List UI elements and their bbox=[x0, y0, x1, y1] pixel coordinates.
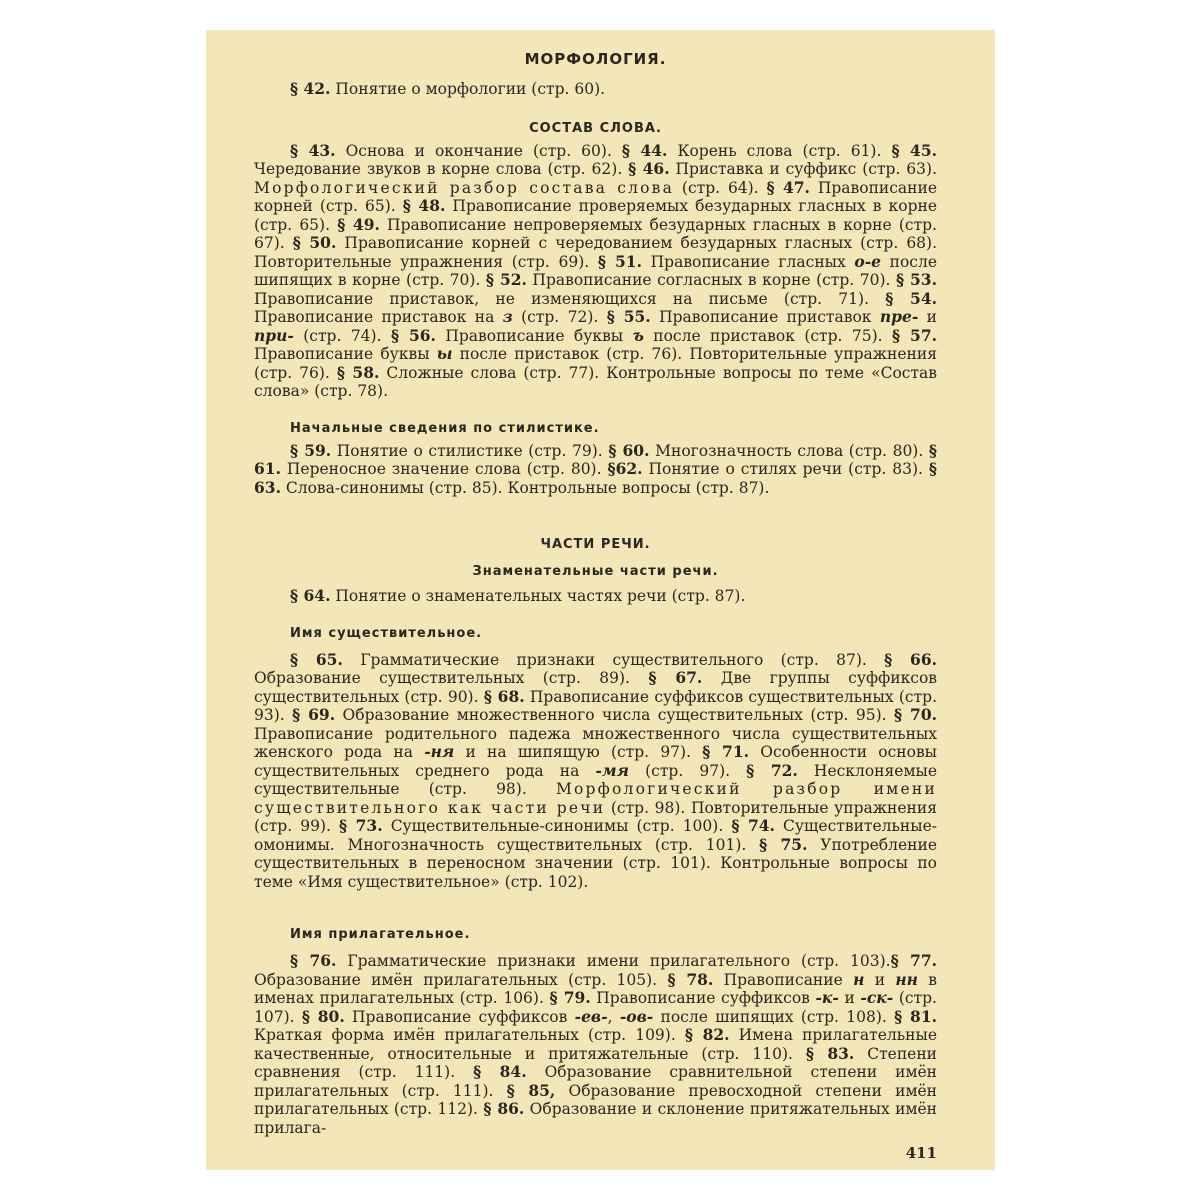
subheading-significant-parts: Знаменательные части речи. bbox=[472, 564, 719, 579]
subheading-adjective: Имя прилагательное. bbox=[290, 927, 471, 942]
section-heading-word-composition: СОСТАВ СЛОВА. bbox=[529, 120, 662, 136]
subheading-noun: Имя существительное. bbox=[290, 625, 483, 641]
subheading-stylistics: Начальные сведения по стилистике. bbox=[290, 420, 600, 436]
spaced-term: Морфологический разбор состава слова bbox=[254, 178, 675, 197]
paragraph-42: § 42. Понятие о морфологии (стр. 60). bbox=[290, 79, 606, 98]
section-heading-morphology: МОРФОЛОГИЯ. bbox=[524, 50, 667, 68]
book-page bbox=[206, 30, 995, 1170]
paragraph-43-58: § 43. Основа и окончание (стр. 60). § 44. Корень слова (стр. 61). § 45. Чередование звуков в корне слова (стр. 62). § 46. Приставка и суффикс (стр. 63). Морфологический разбор состава слова (стр. 64). § 47. Правописание корней (стр. 65). § 48. Правописание проверяемых безударных гласных в корне (стр. 65). § 49. Правописание непроверяемых безударных гласных в корне (стр. 67). § 50. Правописание корней с чередованием безударных гласных (стр. 68). Повторительные упражнения (стр. 69). § 51. Правописание гласных о-е после шипящих в корне (стр. 70). § 52. Правописание согласных в корне (стр. 70). § 53. Правописание приставок, не изменяющихся на письме (стр. 71). § 54. Правописание приставок на з (стр. 72). § 55. Правописание приставок пре- и при- (стр. 74). § 56. Правописание буквы ъ после приставок (стр. 75). § 57. Правописание буквы ы после приставок (стр. 76). Повторительные упражнения (стр. 76). § 58. Сложные слова (стр. 77). Контрольные вопросы по теме «Состав слова» (стр. 78). bbox=[254, 140, 938, 400]
paragraph-65-75: § 65. Грамматические признаки существительного (стр. 87). § 66. Образование существительных (стр. 89). § 67. Две группы суффиксов существительных (стр. 90). § 68. Правописание суффиксов существительных (стр. 93). § 69. Образование множественного числа существительных (стр. 95). § 70. Правописание родительного падежа множественного числа существительных женского рода на -ня и на шипящую (стр. 97). § 71. Особенности основы существительных среднего рода на -мя (стр. 97). § 72. Несклоняемые существительные (стр. 98). Морфологический разбор имени существительного как части речи (стр. 98). Повторительные упражнения (стр. 99). § 73. Существительные-синонимы (стр. 100). § 74. Существительные-омонимы. Многозначность существительных (стр. 101). § 75. Употребление существительных в переносном значении (стр. 101). Контрольные вопросы по теме «Имя существительное» (стр. 102). bbox=[254, 649, 938, 891]
section-heading-parts-of-speech: ЧАСТИ РЕЧИ. bbox=[540, 537, 651, 552]
spaced-term: Морфологический разбор имени существительного как части речи bbox=[254, 780, 937, 817]
paragraph-64: § 64. Понятие о знаменательных частях речи (стр. 87). bbox=[290, 586, 746, 605]
paragraph-59-63: § 59. Понятие о стилистике (стр. 79). § 60. Многозначность слова (стр. 80). § 61. Переносное значение слова (стр. 80). §62. Понятие о стилях речи (стр. 83). § 63. Слова-синонимы (стр. 85). Контрольные вопросы (стр. 87). bbox=[254, 440, 938, 497]
page-number: 411 bbox=[905, 1144, 937, 1162]
section-number: § 42. bbox=[290, 79, 331, 98]
paragraph-76-86: § 76. Грамматические признаки имени прилагательного (стр. 103).§ 77. Образование имён прилагательных (стр. 105). § 78. Правописание н и нн в именах прилагательных (стр. 106). § 79. Правописание суффиксов -к- и -ск- (стр. 107). § 80. Правописание суффиксов -ев-, -ов- после шипящих (стр. 108). § 81. Краткая форма имён прилагательных (стр. 109). § 82. Имена прилагательные качественные, относительные и притяжательные (стр. 110). § 83. Степени сравнения (стр. 111). § 84. Образование сравнительной степени имён прилагательных (стр. 111). § 85, Образование превосходной степени имён прилагательных (стр. 112). § 86. Образование и склонение притяжательных имён прилага- bbox=[254, 951, 938, 1137]
